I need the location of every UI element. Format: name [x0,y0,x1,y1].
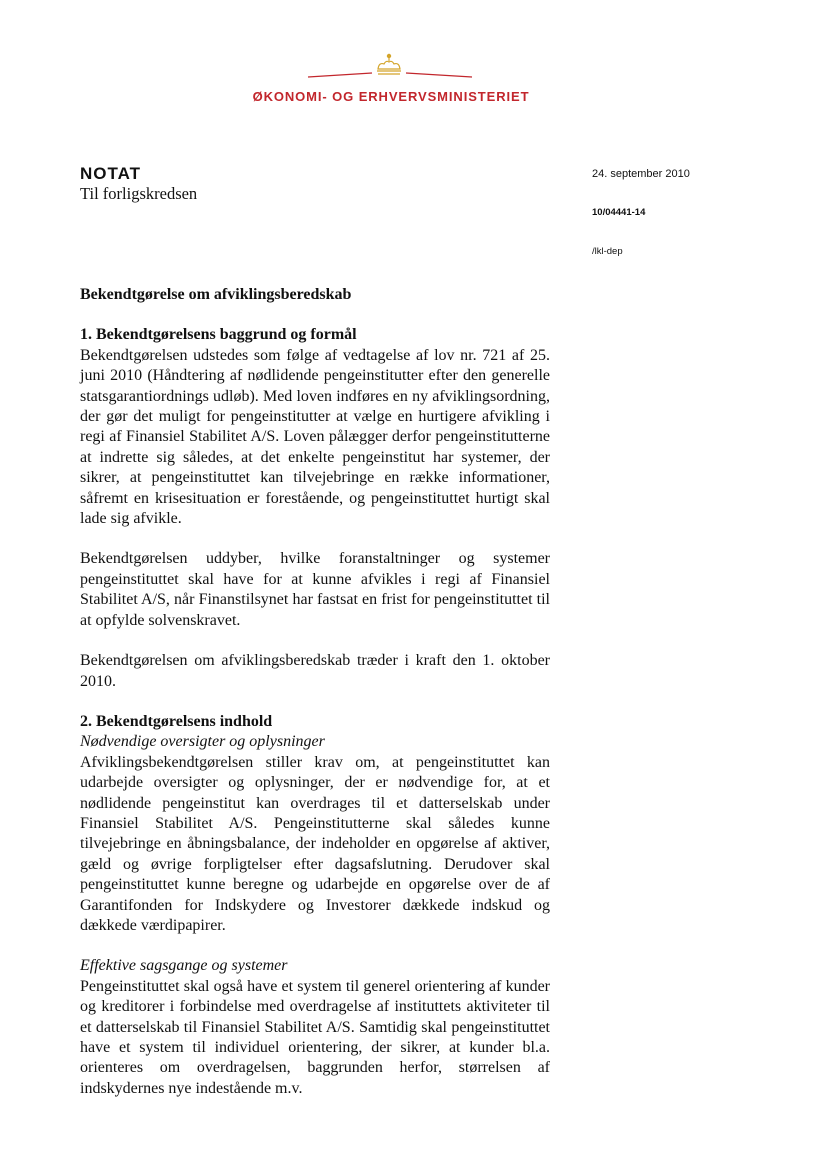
document-body [80,285,550,1099]
section-1-paragraph-2: Bekendtgørelsen uddyber, hvilke foranstaltninger og systemer pengeinstituttet skal have for at kunne afvikles i regi af Finansiel Stabilitet A/S, når Finanstilsynet har fastsat en frist for pengeinstituttet til at opfylde solvenskravet. [80,550,550,629]
section-2-paragraph-1: Afviklingsbekendtgørelsen stiller krav om, at pengeinstituttet kan udarbejde oversigter og oplysninger, der er nødvendige for, at et nødlidende pengeinstitut kan overdrages til et datterselskab under Finansiel Stabilitet A/S. Pengeinstitutterne skal således kunne tilvejebringe en åbningsbalance, der indeholder en opgørelse af aktiver, gæld og øvrige forpligtelser efter dagsafslutning. Derudover skal pengeinstituttet kunne beregne og udarbejde en opgørelse over de af Garantifonden for Indskydere og Investorer dækkede indskud og dækkede værdipapirer. [80,753,550,934]
section-2-subheading-1: Nødvendige oversigter og oplysninger [80,733,325,751]
memo-date: 24. september 2010 [592,168,690,180]
ministry-logo [300,52,478,82]
document-type: NOTAT [80,164,142,183]
section-1-paragraph-1: Bekendtgørelsen udstedes som følge af vedtagelse af lov nr. 721 af 25. juni 2010 (Håndtering af nødlidende pengeinstitutter efter den generelle statsgarantiordnings udløb). Med loven indføres en ny afviklingsordning, der gør det muligt for pengeinstitutter at vælge en hurtigere afvikling i regi af Finansiel Stabilitet A/S. Loven pålægger derfor pengeinstitutterne at indrette sig således, at det enkelte pengeinstitut har systemer, der sikrer, at pengeinstituttet kan tilvejebringe en række informationer, såfremt en krisesituation er forestående, og pengeinstituttet hurtigt skal lade sig afvikle. [80,346,550,528]
section-2-subheading-2: Effektive sagsgange og systemer [80,957,288,975]
document-title: Bekendtgørelse om afviklingsberedskab [80,286,352,303]
author-initials: /lkl-dep [592,246,623,257]
section-1-heading: 1. Bekendtgørelsens baggrund og formål [80,326,357,344]
crown-icon [300,52,478,82]
ministry-name: ØKONOMI- OG ERHVERVSMINISTERIET [252,89,530,104]
section-1-paragraph-3: Bekendtgørelsen om afviklingsberedskab træder i kraft den 1. oktober 2010. [80,652,550,690]
reference-number: 10/04441-14 [592,207,646,218]
section-2-heading: 2. Bekendtgørelsens indhold [80,712,273,730]
recipient: Til forligskredsen [80,184,198,203]
section-2-paragraph-2: Pengeinstituttet skal også have et system til generel orientering af kunder og kreditorer i forbindelse med overdragelse af instituttets aktiviteter til et datterselskab til Finansiel Stabilitet A/S. Samtidig skal pengeinstituttet have et system til individuel orientering, der sikrer, at kunder bl.a. orienteres om overdragelsen, baggrunden herfor, størrelsen af indskydernes nye indestående m.v. [80,977,550,1097]
